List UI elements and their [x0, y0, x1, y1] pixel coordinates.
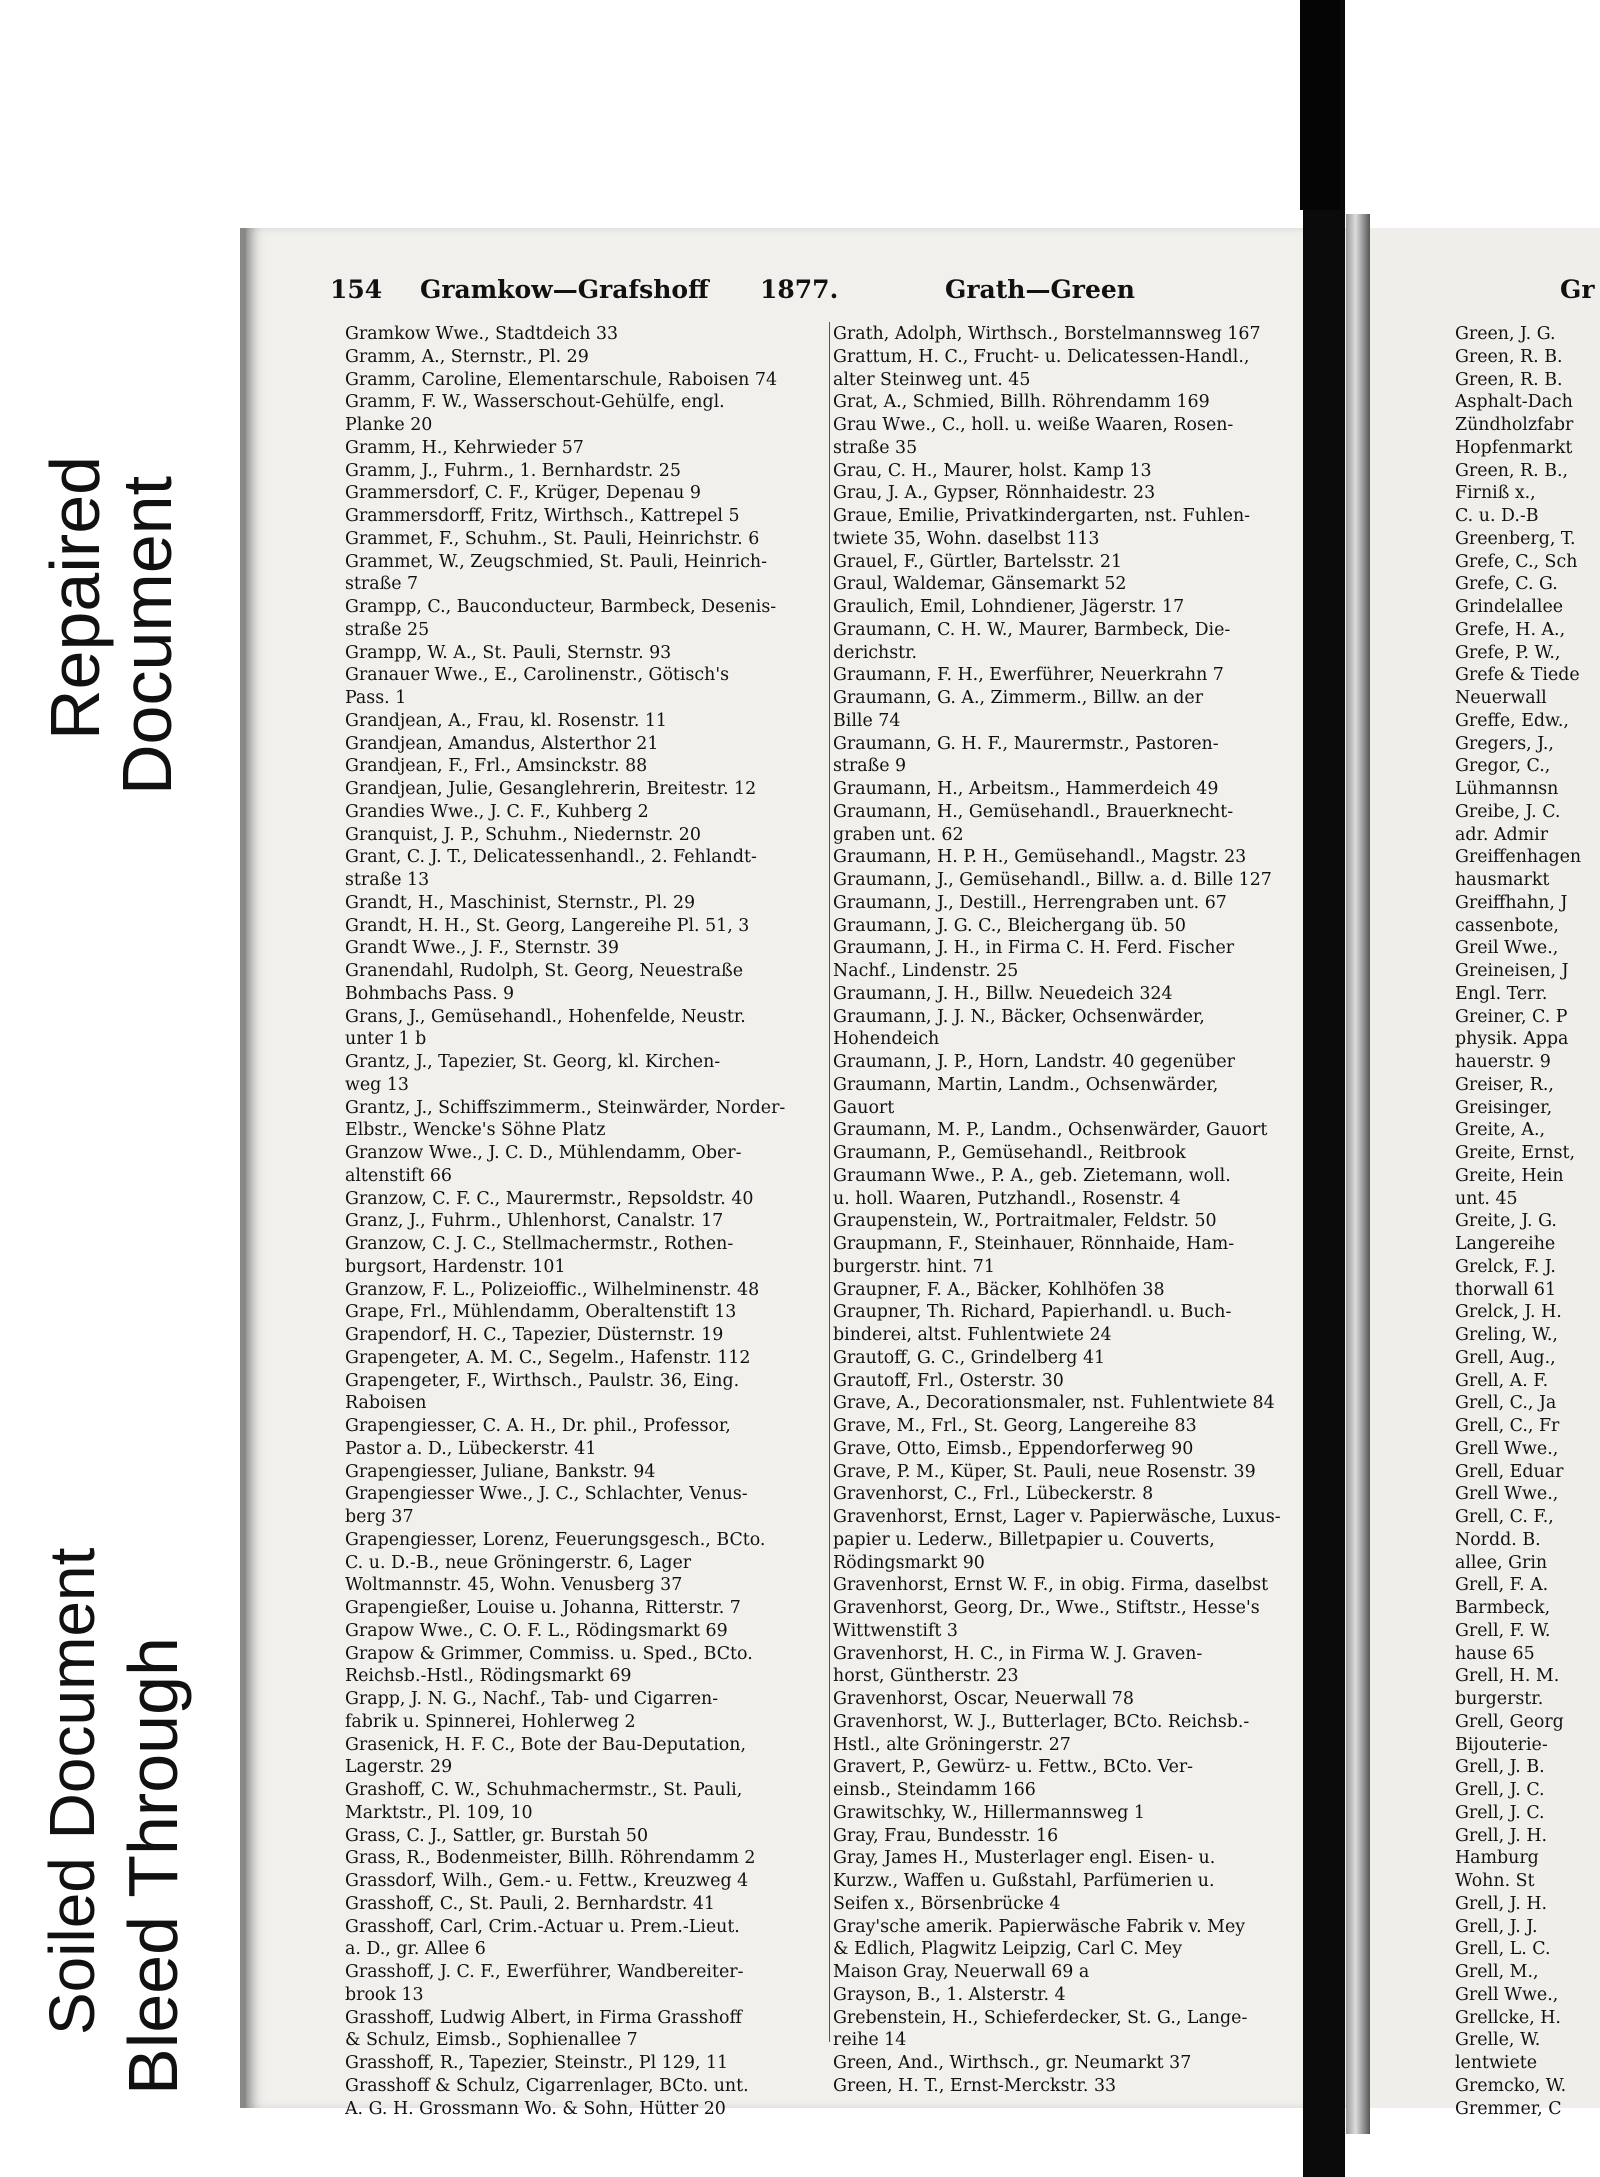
directory-entry-line: Grebenstein, H., Schieferdecker, St. G., Lange-	[833, 2007, 1248, 2028]
directory-entry-line: Firniß x.,	[1455, 483, 1536, 504]
directory-entry-line: berg 37	[345, 1507, 414, 1527]
soiled-document-label: Soiled Document	[36, 1547, 108, 2035]
directory-entry-line: Maison Gray, Neuerwall 69 a	[833, 1962, 1090, 1982]
directory-entry-line: Grell Wwe.,	[1455, 1984, 1559, 2005]
directory-entry-line: Grandt, H., Maschinist, Sternstr., Pl. 29	[345, 892, 696, 913]
directory-entry-line: Grat, A., Schmied, Billh. Röhrendamm 169	[833, 392, 1210, 413]
directory-entry-line: Grautoff, G. C., Grindelberg 41	[833, 1347, 1106, 1368]
directory-entry-line: Grapengiesser, Lorenz, Feuerungsgesch., BCto.	[345, 1529, 766, 1550]
repaired-document-label-line2: Document	[108, 475, 186, 795]
directory-entry-line: Grell, C. F.,	[1455, 1507, 1554, 1527]
directory-entry-line: Gravenhorst, H. C., in Firma W. J. Graven-	[833, 1643, 1203, 1664]
directory-entry-line: Bohmbachs Pass. 9	[345, 983, 515, 1004]
directory-entry-line: Gravert, P., Gewürz- u. Fettw., BCto. Ver-	[833, 1757, 1194, 1778]
directory-entry-line: Grell Wwe.,	[1455, 1484, 1559, 1505]
directory-entry-line: Graupmann, F., Steinhauer, Rönnhaide, Ham-	[833, 1234, 1235, 1254]
directory-entry-line: Gregers, J.,	[1455, 733, 1554, 754]
directory-entry-line: Grau Wwe., C., holl. u. weiße Waaren, Rosen-	[833, 415, 1234, 435]
directory-entry-line: Kurzw., Waffen u. Gußstahl, Parfümerien u.	[833, 1871, 1215, 1891]
directory-entry-line: Elbstr., Wencke's Söhne Platz	[345, 1120, 606, 1141]
directory-entry-line: Graumann Wwe., P. A., geb. Zietemann, woll.	[833, 1165, 1231, 1186]
directory-entry-line: Granzow, C. J. C., Stellmachermstr., Rothen-	[345, 1234, 734, 1254]
directory-entry-line: Grell, J. B.	[1455, 1757, 1545, 1778]
directory-entry-line: Greisinger,	[1455, 1097, 1553, 1118]
directory-entry-line: Grandjean, A., Frau, kl. Rosenstr. 11	[345, 710, 667, 731]
directory-entry-line: Grell, H. M.	[1455, 1666, 1560, 1687]
directory-entry-line: Grellcke, H.	[1455, 2007, 1561, 2028]
middle-column	[833, 323, 1318, 2098]
directory-entry-line: Graumann, H., Gemüsehandl., Brauerknecht-	[833, 801, 1234, 822]
directory-entry-line: Greil Wwe.,	[1455, 938, 1559, 959]
directory-entry-line: Greling, W.,	[1455, 1325, 1558, 1345]
directory-entry-line: hausmarkt	[1455, 870, 1550, 890]
directory-entry-line: Greiner, C. P	[1455, 1006, 1568, 1027]
directory-entry-line: Grautoff, Frl., Osterstr. 30	[833, 1370, 1064, 1391]
directory-entry-line: Grapow Wwe., C. O. F. L., Rödingsmarkt 69	[345, 1620, 728, 1641]
directory-entry-line: Greineisen, J	[1455, 961, 1569, 981]
directory-entry-line: Green, R. B.	[1455, 346, 1563, 367]
directory-entry-line: Greffe, Edw.,	[1455, 710, 1569, 731]
directory-entry-line: burgerstr. hint. 71	[833, 1256, 995, 1277]
directory-entry-line: Gremcko, W.	[1455, 2075, 1567, 2096]
directory-entry-line: Grashoff, C. W., Schuhmachermstr., St. Pauli,	[345, 1780, 743, 1800]
directory-entry-line: Grave, Otto, Eimsb., Eppendorferweg 90	[833, 1438, 1194, 1459]
directory-entry-line: Grell, J. C.	[1455, 1802, 1545, 1823]
directory-entry-line: Engl. Terr.	[1455, 983, 1548, 1004]
directory-entry-line: Grapengiesser, C. A. H., Dr. phil., Professor,	[345, 1416, 731, 1436]
directory-entry-line: Grasshoff, R., Tapezier, Steinstr., Pl 129, 11	[345, 2053, 729, 2073]
directory-entry-line: Rödingsmarkt 90	[833, 1552, 985, 1573]
directory-entry-line: Gravenhorst, Georg, Dr., Wwe., Stiftstr., Hesse's	[833, 1598, 1260, 1618]
directory-entry-line: Grammet, W., Zeugschmied, St. Pauli, Heinrich-	[345, 551, 767, 572]
directory-entry-line: C. u. D.-B	[1455, 506, 1539, 526]
directory-entry-line: Grapengiesser, Juliane, Bankstr. 94	[345, 1461, 656, 1482]
directory-entry-line: Gramm, H., Kehrwieder 57	[345, 437, 584, 458]
directory-entry-line: Graumann, J., Destill., Herrengraben unt. 67	[833, 892, 1227, 913]
directory-entry-line: Hstl., alte Gröningerstr. 27	[833, 1734, 1071, 1755]
directory-entry-line: hauerstr. 9	[1455, 1052, 1551, 1072]
left-running-title: Gramkow—Grafshoff	[420, 275, 709, 304]
directory-entry-line: Gravenhorst, C., Frl., Lübeckerstr. 8	[833, 1484, 1154, 1505]
directory-entry-line: Greite, Ernst,	[1455, 1143, 1576, 1163]
directory-entry-line: Gramm, J., Fuhrm., 1. Bernhardstr. 25	[345, 460, 681, 481]
directory-entry-line: Grape, Frl., Mühlendamm, Oberaltenstift 13	[345, 1302, 737, 1323]
directory-entry-line: Grayson, B., 1. Alsterstr. 4	[833, 1984, 1066, 2005]
directory-entry-line: Graulich, Emil, Lohndiener, Jägerstr. 17	[833, 597, 1185, 617]
directory-entry-line: Grath, Adolph, Wirthsch., Borstelmannsweg 167	[833, 324, 1261, 344]
directory-entry-line: Grandt, H. H., St. Georg, Langereihe Pl. 51, 3	[345, 915, 750, 936]
directory-entry-line: Grasshoff & Schulz, Cigarrenlager, BCto. unt.	[345, 2075, 749, 2096]
directory-entry-line: thorwall 61	[1455, 1279, 1557, 1300]
directory-entry-line: alter Steinweg unt. 45	[833, 369, 1031, 390]
directory-entry-line: Grelck, F. J.	[1455, 1256, 1556, 1277]
directory-entry-line: Grell, Aug.,	[1455, 1347, 1556, 1368]
directory-entry-line: Gravenhorst, Oscar, Neuerwall 78	[833, 1689, 1134, 1709]
directory-entry-line: Grapengiesser Wwe., J. C., Schlachter, Venus-	[345, 1484, 748, 1505]
directory-entry-line: Green, And., Wirthsch., gr. Neumarkt 37	[833, 2053, 1192, 2073]
directory-entry-line: Graumann, J. H., Billw. Neuedeich 324	[833, 983, 1173, 1004]
directory-entry-line: burgerstr.	[1455, 1689, 1544, 1709]
directory-entry-line: Grandjean, Julie, Gesanglehrerin, Breitestr. 12	[345, 779, 757, 799]
directory-entry-line: Grassdorf, Wilh., Gem.- u. Fettw., Kreuzweg 4	[345, 1871, 749, 1891]
directory-entry-line: altenstift 66	[345, 1165, 452, 1186]
directory-entry-line: graben unt. 62	[833, 824, 964, 845]
directory-entry-line: Gravenhorst, Ernst W. F., in obig. Firma, daselbst	[833, 1575, 1269, 1596]
directory-entry-line: Wittwenstift 3	[833, 1620, 958, 1641]
directory-entry-line: Granzow, F. L., Polizeioffic., Wilhelminenstr. 48	[345, 1279, 760, 1300]
directory-entry-line: binderei, altst. Fuhlentwiete 24	[833, 1325, 1112, 1345]
directory-entry-line: & Edlich, Plagwitz Leipzig, Carl C. Mey	[833, 1939, 1183, 1960]
directory-entry-line: Graul, Waldemar, Gänsemarkt 52	[833, 574, 1127, 595]
page-number: 154	[330, 275, 383, 304]
directory-entry-line: Gramm, A., Sternstr., Pl. 29	[345, 346, 589, 367]
directory-entry-line: Zündholzfabr	[1455, 415, 1574, 435]
directory-entry-line: Seifen x., Börsenbrücke 4	[833, 1893, 1061, 1914]
directory-entry-line: Green, J. G.	[1455, 324, 1556, 344]
directory-entry-line: Pastor a. D., Lübeckerstr. 41	[345, 1438, 597, 1459]
directory-entry-line: Grass, R., Bodenmeister, Billh. Röhrendamm 2	[345, 1848, 756, 1869]
directory-entry-line: Grattum, H. C., Frucht- u. Delicatessen-Handl.,	[833, 346, 1250, 367]
directory-entry-line: Granzow, C. F. C., Maurermstr., Repsoldstr. 40	[345, 1188, 754, 1209]
directory-entry-line: Barmbeck,	[1455, 1598, 1551, 1618]
directory-entry-line: Granzow Wwe., J. C. D., Mühlendamm, Ober-	[345, 1143, 742, 1163]
directory-entry-line: Grave, A., Decorationsmaler, nst. Fuhlentwiete 84	[833, 1393, 1275, 1414]
directory-entry-line: physik. Appa	[1455, 1029, 1569, 1050]
directory-entry-line: Grammet, F., Schuhm., St. Pauli, Heinrichstr. 6	[345, 528, 760, 549]
directory-entry-line: cassenbote,	[1455, 915, 1559, 936]
directory-entry-line: Grawitschky, W., Hillermannsweg 1	[833, 1802, 1145, 1823]
directory-entry-line: Graupenstein, W., Portraitmaler, Feldstr. 50	[833, 1211, 1217, 1232]
directory-entry-line: straße 35	[833, 437, 918, 458]
directory-entry-line: unter 1 b	[345, 1029, 427, 1050]
directory-entry-line: Gauort	[833, 1097, 895, 1118]
directory-entry-line: Planke 20	[345, 415, 433, 435]
directory-entry-line: & Schulz, Eimsb., Sophienallee 7	[345, 2030, 638, 2051]
directory-entry-line: Grandies Wwe., J. C. F., Kuhberg 2	[345, 801, 649, 822]
directory-entry-line: straße 25	[345, 619, 430, 640]
directory-entry-line: Greibe, J. C.	[1455, 801, 1561, 822]
directory-entry-line: Gramm, F. W., Wasserschout-Gehülfe, engl.	[345, 392, 725, 413]
directory-entry-line: Green, R. B.,	[1455, 460, 1569, 481]
directory-entry-line: derichstr.	[833, 642, 918, 663]
bleed-through-label: Bleed Through	[114, 1637, 192, 2095]
directory-entry-line: straße 7	[345, 574, 419, 595]
directory-entry-line: Grefe & Tiede	[1455, 665, 1580, 686]
directory-entry-line: weg 13	[345, 1074, 409, 1095]
directory-entry-line: Gravenhorst, Ernst, Lager v. Papierwäsche, Luxus-	[833, 1507, 1281, 1527]
directory-entry-line: Grau, J. A., Gypser, Rönnhaidestr. 23	[833, 483, 1156, 504]
directory-entry-line: Grefe, C., Sch	[1455, 551, 1578, 572]
directory-entry-line: Grapengeter, F., Wirthsch., Paulstr. 36, Eing.	[345, 1370, 740, 1391]
directory-entry-line: brook 13	[345, 1984, 424, 2005]
directory-entry-line: Grapp, J. N. G., Nachf., Tab- und Cigarren-	[345, 1689, 719, 1709]
directory-entry-line: Gray'sche amerik. Papierwäsche Fabrik v. Mey	[833, 1916, 1246, 1937]
directory-entry-line: Greiser, R.,	[1455, 1074, 1554, 1095]
directory-entry-line: Greiffhahn, J	[1455, 892, 1568, 913]
directory-entry-line: Graumann, G. A., Zimmerm., Billw. an der	[833, 688, 1204, 708]
directory-entry-line: Graumann, G. H. F., Maurermstr., Pastoren-	[833, 733, 1219, 754]
directory-entry-line: Bijouterie-	[1455, 1734, 1548, 1755]
directory-entry-line: Graumann, F. H., Ewerführer, Neuerkrahn 7	[833, 665, 1224, 686]
directory-entry-line: Grantz, J., Schiffszimmerm., Steinwärder, Norder-	[345, 1097, 786, 1118]
directory-entry-line: Gray, James H., Musterlager engl. Eisen- u.	[833, 1848, 1216, 1869]
directory-entry-line: Gregor, C.,	[1455, 756, 1551, 777]
directory-entry-line: Greite, Hein	[1455, 1165, 1564, 1186]
directory-entry-line: Greite, J. G.	[1455, 1211, 1557, 1232]
directory-entry-line: Graumann, J. G. C., Bleichergang üb. 50	[833, 915, 1186, 936]
directory-entry-line: Pass. 1	[345, 688, 407, 708]
directory-entry-line: Granquist, J. P., Schuhm., Niedernstr. 20	[345, 824, 701, 845]
directory-entry-line: straße 9	[833, 756, 907, 777]
directory-entry-line: Grefe, C. G.	[1455, 574, 1558, 595]
directory-entry-line: Grell, C., Ja	[1455, 1393, 1557, 1414]
directory-entry-line: Grans, J., Gemüsehandl., Hohenfelde, Neustr.	[345, 1006, 746, 1027]
directory-entry-line: twiete 35, Wohn. daselbst 113	[833, 528, 1100, 549]
directory-entry-line: Grasshoff, J. C. F., Ewerführer, Wandbereiter-	[345, 1962, 744, 1982]
left-column	[345, 323, 830, 2120]
directory-entry-line: Grampp, W. A., St. Pauli, Sternstr. 93	[345, 642, 672, 663]
directory-entry-line: Gravenhorst, W. J., Butterlager, BCto. Reichsb.-	[833, 1711, 1250, 1732]
directory-entry-line: Greite, A.,	[1455, 1120, 1546, 1141]
directory-entry-line: Graumann, M. P., Landm., Ochsenwärder, Gauort	[833, 1120, 1268, 1141]
directory-entry-line: Grapow & Grimmer, Commiss. u. Sped., BCto.	[345, 1643, 753, 1664]
directory-entry-line: Graumann, J., Gemüsehandl., Billw. a. d. Bille 127	[833, 870, 1272, 890]
directory-entry-line: Raboisen	[345, 1393, 427, 1414]
directory-entry-line: Grell, F. W.	[1455, 1620, 1551, 1641]
directory-entry-line: fabrik u. Spinnerei, Hohlerweg 2	[345, 1711, 636, 1732]
year: 1877.	[760, 275, 839, 304]
directory-entry-line: Grapengießer, Louise u. Johanna, Ritterstr. 7	[345, 1598, 741, 1618]
directory-entry-line: unt. 45	[1455, 1188, 1518, 1209]
directory-entry-line: Asphalt-Dach	[1455, 392, 1573, 413]
directory-entry-line: Grasshoff, Ludwig Albert, in Firma Grasshoff	[345, 2007, 742, 2028]
directory-entry-line: Graupner, F. A., Bäcker, Kohlhöfen 38	[833, 1279, 1165, 1300]
directory-entry-line: Langereihe	[1455, 1234, 1556, 1254]
directory-entry-line: Grell, L. C.	[1455, 1939, 1551, 1960]
directory-entry-line: Graumann, H., Arbeitsm., Hammerdeich 49	[833, 779, 1219, 799]
directory-entry-line: Grampp, C., Bauconducteur, Barmbeck, Desenis-	[345, 597, 777, 617]
directory-entry-line: Neuerwall	[1455, 688, 1547, 708]
scan-edge-bar-top	[1300, 0, 1340, 210]
page-header	[330, 275, 1330, 315]
directory-entry-line: Grapengeter, A. M. C., Segelm., Hafenstr. 112	[345, 1347, 751, 1368]
directory-entry-line: Reichsb.-Hstl., Rödingsmarkt 69	[345, 1666, 632, 1687]
directory-entry-line: Lagerstr. 29	[345, 1757, 453, 1778]
right-column	[1455, 323, 1600, 2120]
directory-entry-line: Grell Wwe.,	[1455, 1438, 1559, 1459]
directory-entry-line: Grell, C., Fr	[1455, 1416, 1560, 1436]
right-running-title: Grath—Green	[945, 275, 1135, 304]
directory-entry-line: Grammersdorff, Fritz, Wirthsch., Kattrepel 5	[345, 506, 740, 526]
directory-entry-line: Nachf., Lindenstr. 25	[833, 961, 1019, 981]
page-binding	[1346, 214, 1370, 2134]
repaired-document-label-line1: Repaired	[36, 455, 114, 740]
directory-entry-line: Grell, Eduar	[1455, 1461, 1564, 1482]
directory-entry-line: Grell, F. A.	[1455, 1575, 1549, 1596]
directory-entry-line: Grapendorf, H. C., Tapezier, Düsternstr. 19	[345, 1325, 724, 1345]
directory-entry-line: Graumann, Martin, Landm., Ochsenwärder,	[833, 1074, 1219, 1095]
directory-entry-line: Graumann, H. P. H., Gemüsehandl., Magstr. 23	[833, 847, 1247, 868]
directory-entry-line: Bille 74	[833, 710, 901, 731]
directory-entry-line: Woltmannstr. 45, Wohn. Venusberg 37	[345, 1575, 683, 1596]
directory-entry-line: Grant, C. J. T., Delicatessenhandl., 2. Fehlandt-	[345, 847, 757, 868]
directory-entry-line: C. u. D.-B., neue Gröningerstr. 6, Lager	[345, 1552, 692, 1573]
directory-entry-line: Hohendeich	[833, 1029, 940, 1050]
directory-entry-line: einsb., Steindamm 166	[833, 1780, 1036, 1800]
directory-entry-line: Gramm, Caroline, Elementarschule, Raboisen 74	[345, 369, 778, 390]
directory-entry-line: lentwiete	[1455, 2053, 1538, 2073]
directory-entry-line: burgsort, Hardenstr. 101	[345, 1256, 566, 1277]
directory-entry-line: Hopfenmarkt	[1455, 437, 1573, 458]
directory-entry-line: Wohn. St	[1455, 1871, 1535, 1891]
directory-entry-line: u. holl. Waaren, Putzhandl., Rosenstr. 4	[833, 1188, 1181, 1209]
directory-entry-line: papier u. Lederw., Billetpapier u. Couverts,	[833, 1529, 1215, 1550]
directory-entry-line: Graumann, J. P., Horn, Landstr. 40 gegenüber	[833, 1052, 1235, 1072]
directory-entry-line: Greenberg, T.	[1455, 528, 1576, 549]
directory-entry-line: Nordd. B.	[1455, 1529, 1541, 1550]
directory-entry-line: horst, Güntherstr. 23	[833, 1666, 1019, 1687]
directory-entry-line: Gremmer, C	[1455, 2098, 1562, 2119]
directory-entry-line: Grave, M., Frl., St. Georg, Langereihe 83	[833, 1416, 1197, 1436]
directory-entry-line: Grauel, F., Gürtler, Bartelsstr. 21	[833, 551, 1123, 572]
directory-entry-line: Greiffenhagen	[1455, 847, 1582, 868]
directory-entry-line: allee, Grin	[1455, 1552, 1548, 1573]
directory-entry-line: Graumann, P., Gemüsehandl., Reitbrook	[833, 1143, 1186, 1163]
directory-entry-line: Green, R. B.	[1455, 369, 1563, 390]
directory-entry-line: Granauer Wwe., E., Carolinenstr., Götisch's	[345, 665, 730, 686]
directory-entry-line: hause 65	[1455, 1643, 1535, 1664]
directory-entry-line: Grasshoff, C., St. Pauli, 2. Bernhardstr. 41	[345, 1893, 715, 1914]
directory-entry-line: Grau, C. H., Maurer, holst. Kamp 13	[833, 460, 1152, 481]
directory-entry-line: Lühmannsn	[1455, 779, 1559, 799]
directory-entry-line: Marktstr., Pl. 109, 10	[345, 1802, 533, 1823]
directory-entry-line: straße 13	[345, 870, 430, 890]
directory-entry-line: Grandjean, F., Frl., Amsinckstr. 88	[345, 756, 648, 777]
directory-entry-line: Grindelallee	[1455, 597, 1564, 617]
directory-entry-line: Hamburg	[1455, 1848, 1539, 1869]
directory-entry-line: Grave, P. M., Küper, St. Pauli, neue Rosenstr. 39	[833, 1461, 1256, 1482]
directory-entry-line: Grell, J. H.	[1455, 1893, 1548, 1914]
directory-entry-line: Grelck, J. H.	[1455, 1302, 1562, 1323]
directory-entry-line: Graupner, Th. Richard, Papierhandl. u. Buch-	[833, 1302, 1232, 1323]
directory-entry-line: Grefe, P. W.,	[1455, 642, 1561, 663]
directory-entry-line: Grelle, W.	[1455, 2030, 1541, 2051]
directory-entry-line: Grell, Georg	[1455, 1711, 1564, 1732]
directory-entry-line: Grasenick, H. F. C., Bote der Bau-Deputation,	[345, 1734, 747, 1755]
directory-entry-line: adr. Admir	[1455, 824, 1549, 845]
directory-entry-line: Graumann, J. H., in Firma C. H. Ferd. Fischer	[833, 938, 1235, 959]
directory-entry-line: Grasshoff, Carl, Crim.-Actuar u. Prem.-Lieut.	[345, 1916, 740, 1937]
directory-entry-line: reihe 14	[833, 2030, 907, 2051]
directory-entry-line: Graue, Emilie, Privatkindergarten, nst. Fuhlen-	[833, 506, 1251, 526]
directory-entry-line: Green, H. T., Ernst-Merckstr. 33	[833, 2075, 1117, 2096]
directory-entry-line: Grantz, J., Tapezier, St. Georg, kl. Kirchen-	[345, 1052, 721, 1072]
directory-entry-line: Grandjean, Amandus, Alsterthor 21	[345, 733, 659, 754]
directory-entry-line: Grell, M.,	[1455, 1962, 1539, 1982]
directory-entry-line: Grass, C. J., Sattler, gr. Burstah 50	[345, 1825, 649, 1846]
directory-entry-line: Gramkow Wwe., Stadtdeich 33	[345, 324, 619, 344]
directory-entry-line: Granz, J., Fuhrm., Uhlenhorst, Canalstr. 17	[345, 1211, 724, 1232]
directory-entry-line: Graumann, C. H. W., Maurer, Barmbeck, Die-	[833, 619, 1231, 640]
directory-entry-line: Grammersdorf, C. F., Krüger, Depenau 9	[345, 483, 701, 504]
directory-entry-line: Grandt Wwe., J. F., Sternstr. 39	[345, 938, 619, 959]
next-page-title: Gr	[1560, 275, 1595, 304]
directory-entry-line: Grefe, H. A.,	[1455, 619, 1566, 640]
directory-entry-line: Grell, J. J.	[1455, 1916, 1538, 1937]
directory-entry-line: A. G. H. Grossmann Wo. & Sohn, Hütter 20	[345, 2098, 726, 2119]
directory-entry-line: Grell, J. H.	[1455, 1825, 1548, 1846]
directory-entry-line: Gray, Frau, Bundesstr. 16	[833, 1825, 1059, 1846]
directory-entry-line: Graumann, J. J. N., Bäcker, Ochsenwärder,	[833, 1006, 1205, 1027]
directory-entry-line: Granendahl, Rudolph, St. Georg, Neuestraße	[345, 961, 744, 981]
directory-entry-line: a. D., gr. Allee 6	[345, 1939, 486, 1960]
directory-entry-line: Grell, A. F.	[1455, 1370, 1549, 1391]
directory-entry-line: Grell, J. C.	[1455, 1780, 1545, 1800]
